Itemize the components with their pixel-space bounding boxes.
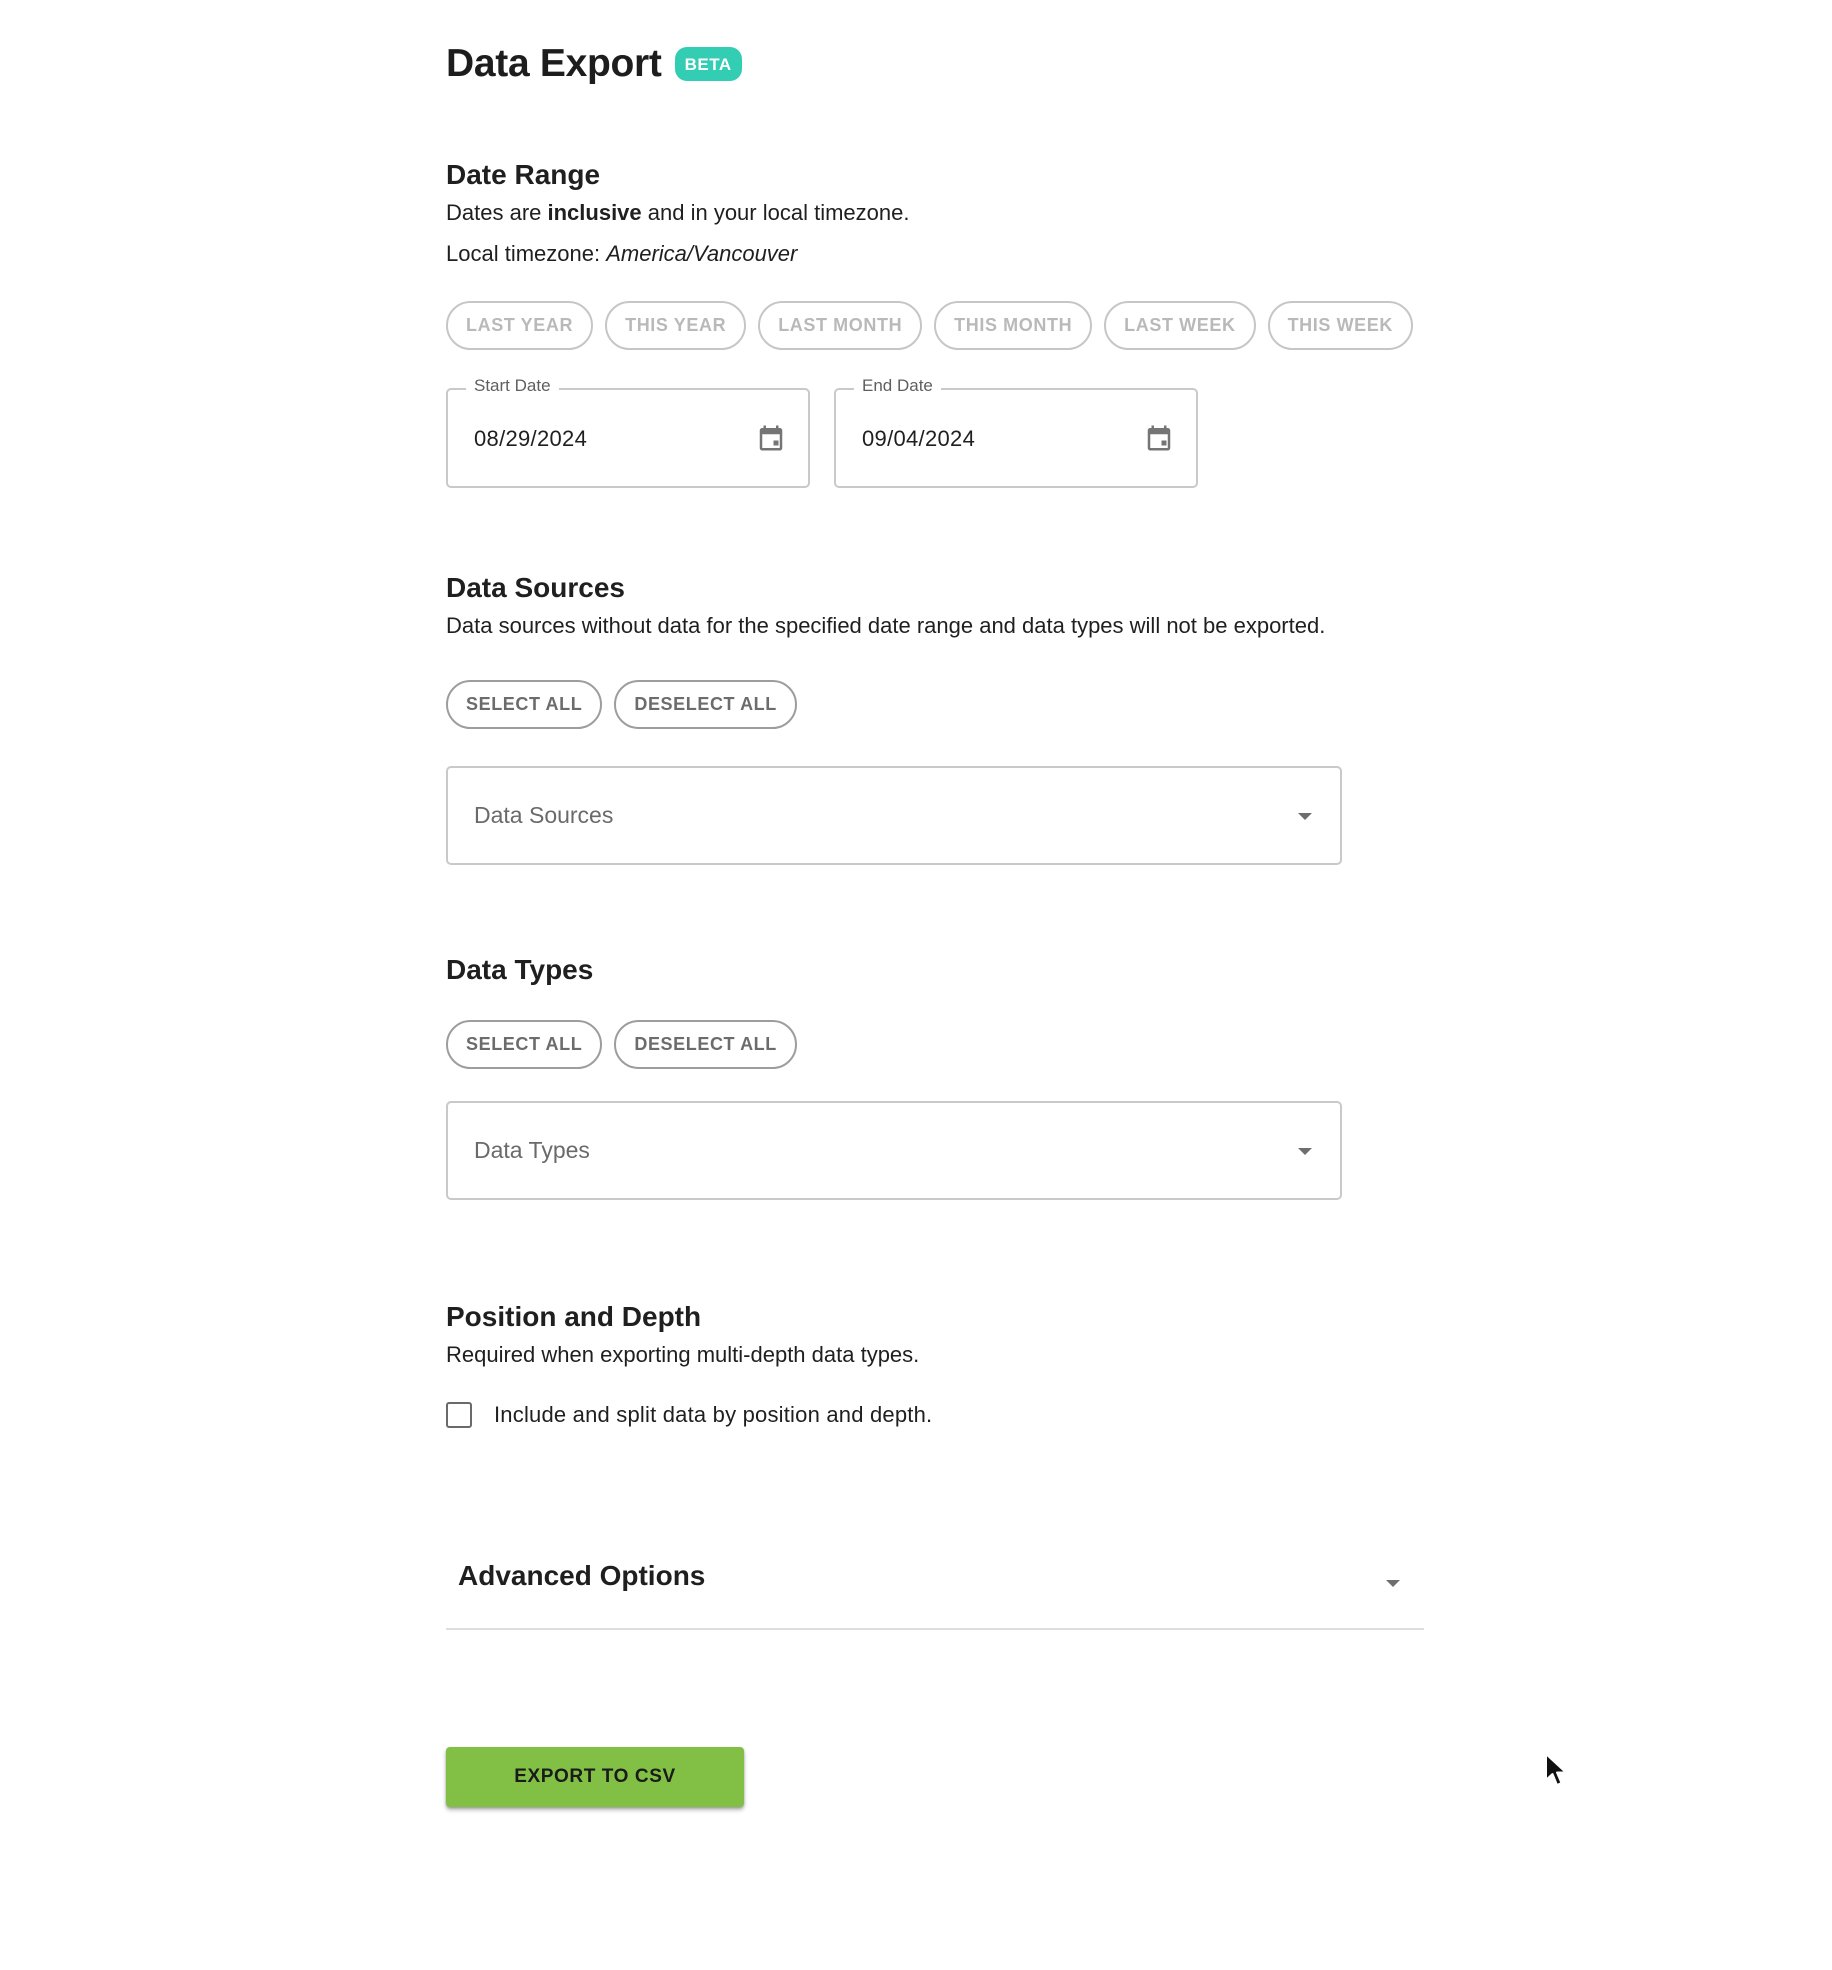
data-sources-select[interactable] <box>446 766 1342 865</box>
date-range-desc-suffix: and in your local timezone. <box>641 200 910 225</box>
end-date-value[interactable]: 09/04/2024 <box>862 426 976 451</box>
chevron-down-icon <box>1298 813 1312 820</box>
date-range-title: Date Range <box>446 159 601 190</box>
data-types-section <box>446 953 1426 1200</box>
data-sources-chips <box>446 680 1426 729</box>
data-types-title: Data Types <box>446 954 594 985</box>
end-date-label: End Date <box>854 376 941 396</box>
start-date-field[interactable] <box>446 376 810 488</box>
preset-last-year-button[interactable]: LAST YEAR <box>446 301 593 350</box>
data-sources-deselect-all-button[interactable]: DESELECT ALL <box>614 680 797 729</box>
advanced-options-section <box>446 1536 1426 1630</box>
page-title: Data Export <box>446 42 662 85</box>
data-sources-section <box>446 571 1426 865</box>
chevron-down-icon <box>1386 1580 1400 1587</box>
start-date-label: Start Date <box>466 376 559 396</box>
data-types-deselect-all-button[interactable]: DESELECT ALL <box>614 1020 797 1069</box>
preset-this-year-button[interactable]: THIS YEAR <box>605 301 746 350</box>
date-fields <box>446 376 1426 488</box>
position-depth-checkbox[interactable] <box>446 1402 472 1428</box>
data-types-select-all-button[interactable]: SELECT ALL <box>446 1020 602 1069</box>
position-depth-description: Required when exporting multi-depth data types. <box>446 1342 920 1367</box>
position-depth-checkbox-row[interactable] <box>446 1402 1426 1428</box>
date-range-desc-prefix: Dates are <box>446 200 548 225</box>
date-preset-chips <box>446 301 1426 350</box>
data-sources-title: Data Sources <box>446 572 625 603</box>
preset-this-week-button[interactable]: THIS WEEK <box>1268 301 1413 350</box>
export-section <box>446 1747 1426 1807</box>
calendar-icon[interactable] <box>1144 422 1174 454</box>
data-sources-select-all-button[interactable]: SELECT ALL <box>446 680 602 729</box>
beta-badge: BETA <box>675 47 742 81</box>
start-date-value[interactable]: 08/29/2024 <box>474 426 588 451</box>
calendar-icon[interactable] <box>756 422 786 454</box>
export-to-csv-button[interactable]: EXPORT TO CSV <box>446 1747 744 1807</box>
timezone-line <box>446 233 1426 274</box>
end-date-field[interactable] <box>834 376 1198 488</box>
data-types-placeholder: Data Types <box>474 1137 590 1163</box>
advanced-options-title: Advanced Options <box>458 1560 706 1591</box>
chevron-down-icon <box>1298 1148 1312 1155</box>
mouse-pointer-icon <box>1544 1752 1570 1788</box>
date-range-desc-bold: inclusive <box>547 200 642 225</box>
main-content <box>446 38 1426 1787</box>
preset-last-week-button[interactable]: LAST WEEK <box>1104 301 1255 350</box>
position-depth-title: Position and Depth <box>446 1301 702 1332</box>
position-depth-checkbox-label[interactable]: Include and split data by position and depth. <box>494 1402 933 1427</box>
data-types-chips <box>446 1020 1426 1069</box>
position-depth-section <box>446 1300 1426 1428</box>
preset-last-month-button[interactable]: LAST MONTH <box>758 301 922 350</box>
data-sources-description: Data sources without data for the specified date range and data types will not be exported. <box>446 613 1326 638</box>
page-header <box>446 38 1426 90</box>
preset-this-month-button[interactable]: THIS MONTH <box>934 301 1092 350</box>
timezone-value: America/Vancouver <box>606 241 798 266</box>
date-range-section <box>446 158 1426 488</box>
data-sources-placeholder: Data Sources <box>474 802 614 828</box>
data-types-select[interactable] <box>446 1101 1342 1200</box>
timezone-prefix: Local timezone: <box>446 241 607 266</box>
advanced-options-accordion[interactable] <box>446 1536 1424 1630</box>
date-range-description <box>446 192 1426 233</box>
